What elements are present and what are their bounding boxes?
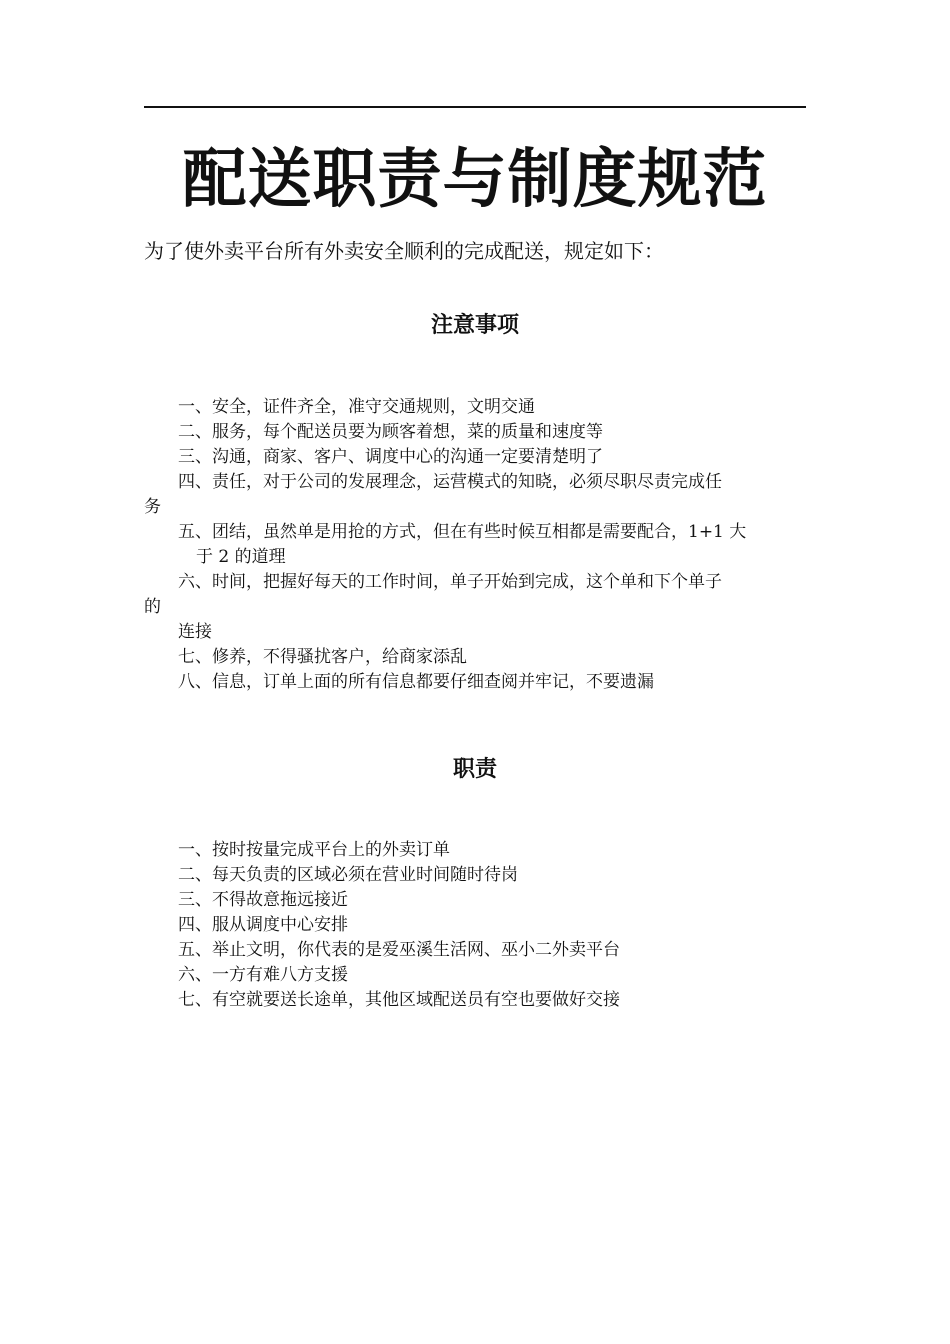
list-item: 二、每天负责的区域必须在营业时间随时待岗: [178, 865, 518, 885]
list-item-continuation: 的: [144, 597, 161, 617]
notes-list: [144, 395, 806, 695]
list-item-continuation: 务: [144, 497, 161, 517]
list-item: 三、不得故意拖远接近: [178, 890, 348, 910]
list-item: 五、团结，虽然单是用抢的方式，但在有些时候互相都是需要配合，1+1 大: [178, 522, 747, 542]
list-item: 二、服务，每个配送员要为顾客着想，菜的质量和速度等: [178, 422, 603, 442]
list-item-continuation: 于 2 的道理: [196, 547, 286, 567]
list-item: 一、按时按量完成平台上的外卖订单: [178, 840, 450, 860]
list-item: 八、信息，订单上面的所有信息都要仔细查阅并牢记，不要遗漏: [178, 672, 654, 692]
intro-paragraph: 为了使外卖平台所有外卖安全顺利的完成配送，规定如下：: [144, 239, 664, 263]
list-item: 五、举止文明，你代表的是爱巫溪生活网、巫小二外卖平台: [178, 940, 620, 960]
list-item: 七、修养，不得骚扰客户，给商家添乱: [178, 647, 467, 667]
list-item: 六、时间，把握好每天的工作时间，单子开始到完成，这个单和下个单子: [178, 572, 722, 592]
list-item: 四、服从调度中心安排: [178, 915, 348, 935]
list-item: 四、责任，对于公司的发展理念，运营模式的知晓，必须尽职尽责完成任: [178, 472, 722, 492]
list-item: 三、沟通，商家、客户、调度中心的沟通一定要清楚明了: [178, 447, 603, 467]
list-item-continuation: 连接: [178, 622, 212, 642]
duties-list: [144, 838, 806, 1013]
document-title: 配送职责与制度规范: [182, 143, 768, 217]
notes-heading: 注意事项: [430, 313, 519, 338]
list-item: 一、安全，证件齐全，准守交通规则，文明交通: [178, 397, 535, 417]
duties-heading: 职责: [452, 757, 497, 782]
top-rule: [144, 106, 806, 108]
list-item: 七、有空就要送长途单，其他区域配送员有空也要做好交接: [178, 990, 620, 1010]
list-item: 六、一方有难八方支援: [178, 965, 348, 985]
